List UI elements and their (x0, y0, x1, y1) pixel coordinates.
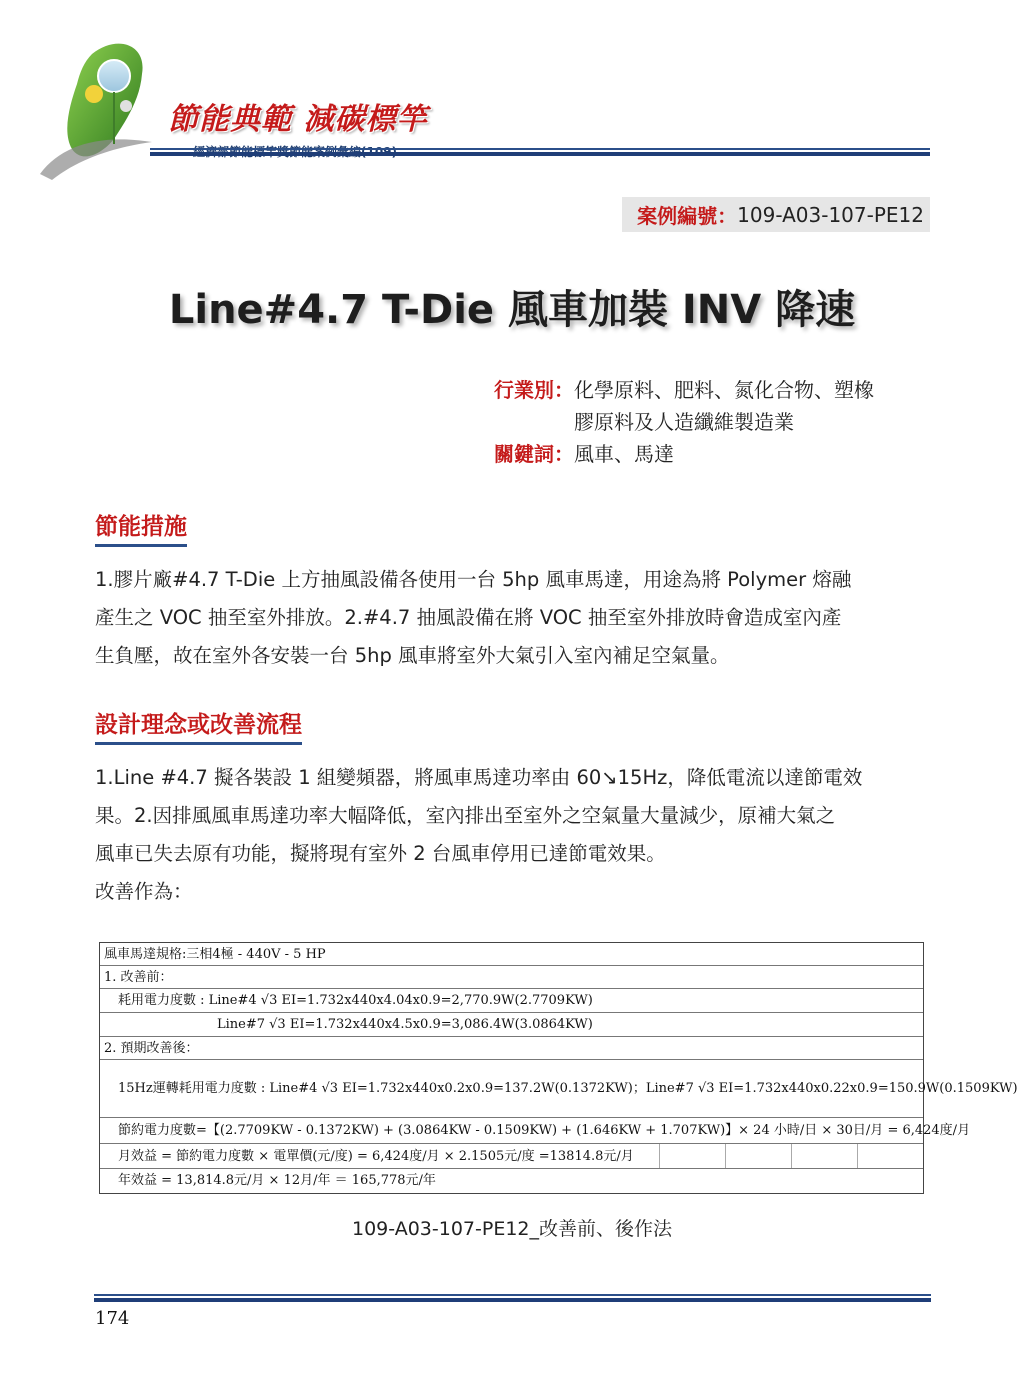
section-heading-design: 設計理念或改善流程 (95, 706, 302, 745)
table-cell: 年效益 = 13,814.8元/月 × 12月/年 ＝ 165,778元/年 (118, 1173, 436, 1188)
table-cell: 月效益 = 節約電力度數 × 電單價(元/度) = 6,424度/月 × 2.1505元/度 =13814.8元/月 (118, 1149, 634, 1164)
table-cell: 風車馬達規格:三相4極 - 440V - 5 HP (104, 947, 326, 962)
case-number-box (622, 197, 930, 232)
paragraph-line: 改善作為： (95, 880, 193, 903)
table-row (100, 1118, 971, 1144)
industry-label: 行業別： (494, 378, 574, 402)
table-row (100, 1037, 923, 1060)
table-row (100, 943, 923, 966)
table-row (100, 1169, 923, 1193)
table-row (100, 1013, 923, 1037)
table-cell: 1. 改善前： (104, 970, 173, 985)
table-empty-cell (857, 1144, 923, 1168)
paragraph-line: 1.膠片廠#4.7 T-Die 上方抽風設備各使用一台 5hp 風車馬達，用途為將 Polymer 熔融 (95, 568, 852, 591)
table-cell: 15Hz運轉耗用電力度數 : Line#4 √3 EI=1.732x440x0.2x0.9=137.2W(0.1372KW)；Line#7 √3 EI=1.732x440x0.22x0.9=150.9W(0.1509KW) (118, 1081, 1018, 1096)
case-number-label: 案例編號： (637, 204, 738, 228)
header-logo (22, 14, 428, 184)
paragraph-line: 生負壓，故在室外各安裝一台 5hp 風車將室外大氣引入室內補足空氣量。 (95, 644, 730, 667)
page-number: 174 (95, 1308, 130, 1329)
logo-title: 節能典範 減碳標竿 (168, 102, 428, 137)
footer-divider-thin (94, 1294, 931, 1296)
table-cell: Line#7 √3 EI=1.732x440x4.5x0.9=3,086.4W(3.0864KW) (217, 1017, 593, 1032)
table-row (100, 1060, 1018, 1118)
table-row (100, 989, 923, 1013)
section-body-measures (95, 561, 935, 675)
industry-value-line1: 化學原料、肥料、氮化合物、塑橡 (574, 378, 874, 402)
case-number-value: 109-A03-107-PE12 (737, 202, 924, 227)
section-heading-measures: 節能措施 (95, 508, 187, 547)
table-cell: 耗用電力度數 : Line#4 √3 EI=1.732x440x4.04x0.9=2,770.9W(2.7709KW) (118, 993, 593, 1008)
header-divider-thick (150, 152, 930, 156)
header-divider-thin (150, 148, 930, 150)
calculation-table (99, 942, 1018, 1194)
section-body-design (95, 759, 935, 911)
keywords-label: 關鍵詞： (494, 442, 574, 466)
page-title: Line#4.7 T-Die 風車加裝 INV 降速 (168, 287, 856, 333)
paragraph-line: 果。2.因排風風車馬達功率大幅降低，室內排出至室外之空氣量大量減少，原補大氣之 (95, 804, 836, 827)
table-empty-cells (659, 1144, 923, 1168)
table-cell: 2. 預期改善後： (104, 1041, 199, 1056)
paragraph-line: 1.Line #4.7 擬各裝設 1 組變頻器，將風車馬達功率由 60↘15Hz，降低電流以達節電效 (95, 766, 863, 789)
industry-value-line2: 膠原料及人造纖維製造業 (574, 410, 794, 434)
table-empty-cell (725, 1144, 791, 1168)
table-empty-cell (791, 1144, 857, 1168)
keywords-row (494, 438, 934, 470)
paragraph-line: 風車已失去原有功能，擬將現有室外 2 台風車停用已達節電效果。 (95, 842, 666, 865)
industry-row-continued (494, 406, 934, 438)
table-row (100, 966, 923, 989)
table-cell: 節約電力度數=【(2.7709KW - 0.1372KW) + (3.0864KW - 0.1509KW) + (1.646KW + 1.707KW)】× 24 小時/日 × 30日/月 = 6,424度/月 (118, 1123, 971, 1138)
case-meta (494, 374, 934, 470)
paragraph-line: 產生之 VOC 抽至室外排放。2.#4.7 抽風設備在將 VOC 抽至室外排放時會造成室內產 (95, 606, 842, 629)
table-empty-cell (659, 1144, 725, 1168)
industry-row (494, 374, 934, 406)
keywords-value: 風車、馬達 (574, 442, 674, 466)
footer-divider-thick (94, 1298, 931, 1302)
table-caption: 109-A03-107-PE12_改善前、後作法 (352, 1218, 672, 1240)
table-row (100, 1144, 923, 1169)
